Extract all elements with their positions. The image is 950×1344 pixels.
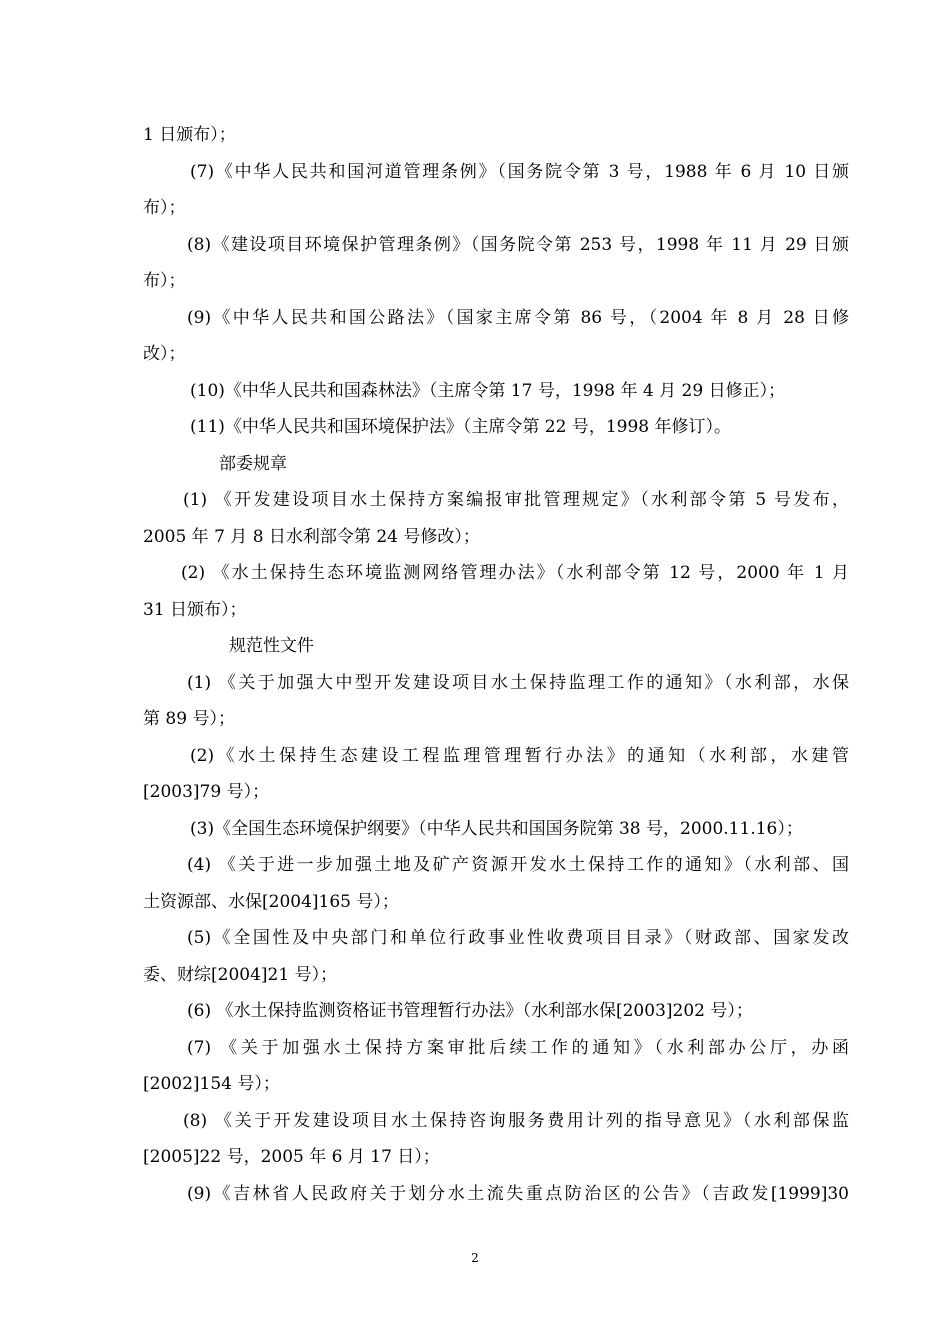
list-item-document-5: (5)《全国性及中央部门和单位行政事业性收费项目目录》（财政部、国家发改 <box>187 928 849 948</box>
list-item-rule-1: (1) 《开发建设项目水土保持方案编报审批管理规定》（水利部令第 5 号发布， <box>183 490 849 510</box>
text-line: [2003]79 号）； <box>143 782 270 802</box>
list-item-rule-2: (2) 《水土保持生态环境监测网络管理办法》（水利部令第 12 号，2000 年 1 月 <box>181 563 849 583</box>
page-number: 2 <box>471 1251 479 1265</box>
section-heading-normative-documents: 规范性文件 <box>229 636 314 656</box>
list-item-document-6: (6) 《水土保持监测资格证书管理暂行办法》（水利部水保[2003]202 号）； <box>187 1001 753 1021</box>
list-item-regulation-7: (7)《中华人民共和国河道管理条例》（国务院令第 3 号，1988 年 6 月 10 日颁 <box>190 161 849 182</box>
body-text <box>143 117 849 1212</box>
list-item-regulation-10: (10)《中华人民共和国森林法》（主席令第 17 号，1998 年 4 月 29 日修正）； <box>190 380 786 401</box>
text-line: 1 日颁布）； <box>143 125 236 145</box>
text-line: 第 89 号）； <box>143 709 235 729</box>
list-item-document-9: (9)《吉林省人民政府关于划分水土流失重点防治区的公告》（吉政发[1999]30 <box>187 1183 849 1204</box>
text-line: [2002]154 号）； <box>143 1074 280 1094</box>
text-line: 土资源部、水保[2004]165 号）； <box>143 891 399 912</box>
list-item-regulation-8: (8)《建设项目环境保护管理条例》（国务院令第 253 号，1998 年 11 月 29 日颁 <box>187 234 849 255</box>
list-item-regulation-9: (9)《中华人民共和国公路法》（国家主席令第 86 号，（2004 年 8 月 28 日修 <box>187 307 849 328</box>
text-line: 委、财综[2004]21 号）； <box>143 964 338 985</box>
list-item-document-7: (7) 《关于加强水土保持方案审批后续工作的通知》（水利部办公厅，办函 <box>187 1037 849 1058</box>
text-line: [2005]22 号，2005 年 6 月 17 日）； <box>143 1147 440 1167</box>
section-heading-ministerial-rules: 部委规章 <box>219 453 287 474</box>
text-line: 布）； <box>143 198 186 218</box>
list-item-document-2: (2)《水土保持生态建设工程监理管理暂行办法》的通知（水利部，水建管 <box>190 745 849 766</box>
text-line: 2005 年 7 月 8 日水利部令第 24 号修改）； <box>143 526 480 547</box>
list-item-document-1: (1) 《关于加强大中型开发建设项目水土保持监理工作的通知》（水利部，水保 <box>187 672 849 693</box>
text-line: 31 日颁布）； <box>143 599 247 620</box>
text-line: 改）； <box>143 344 186 364</box>
text-line: 布）； <box>143 271 186 291</box>
list-item-document-4: (4) 《关于进一步加强土地及矿产资源开发水土保持工作的通知》（水利部、国 <box>187 855 849 875</box>
list-item-document-8: (8) 《关于开发建设项目水土保持咨询服务费用计列的指导意见》（水利部保监 <box>183 1110 849 1131</box>
list-item-document-3: (3)《全国生态环境保护纲要》（中华人民共和国国务院第 38 号，2000.11.16）； <box>190 818 803 839</box>
list-item-regulation-11: (11)《中华人民共和国环境保护法》（主席令第 22 号，1998 年修订）。 <box>190 417 732 437</box>
